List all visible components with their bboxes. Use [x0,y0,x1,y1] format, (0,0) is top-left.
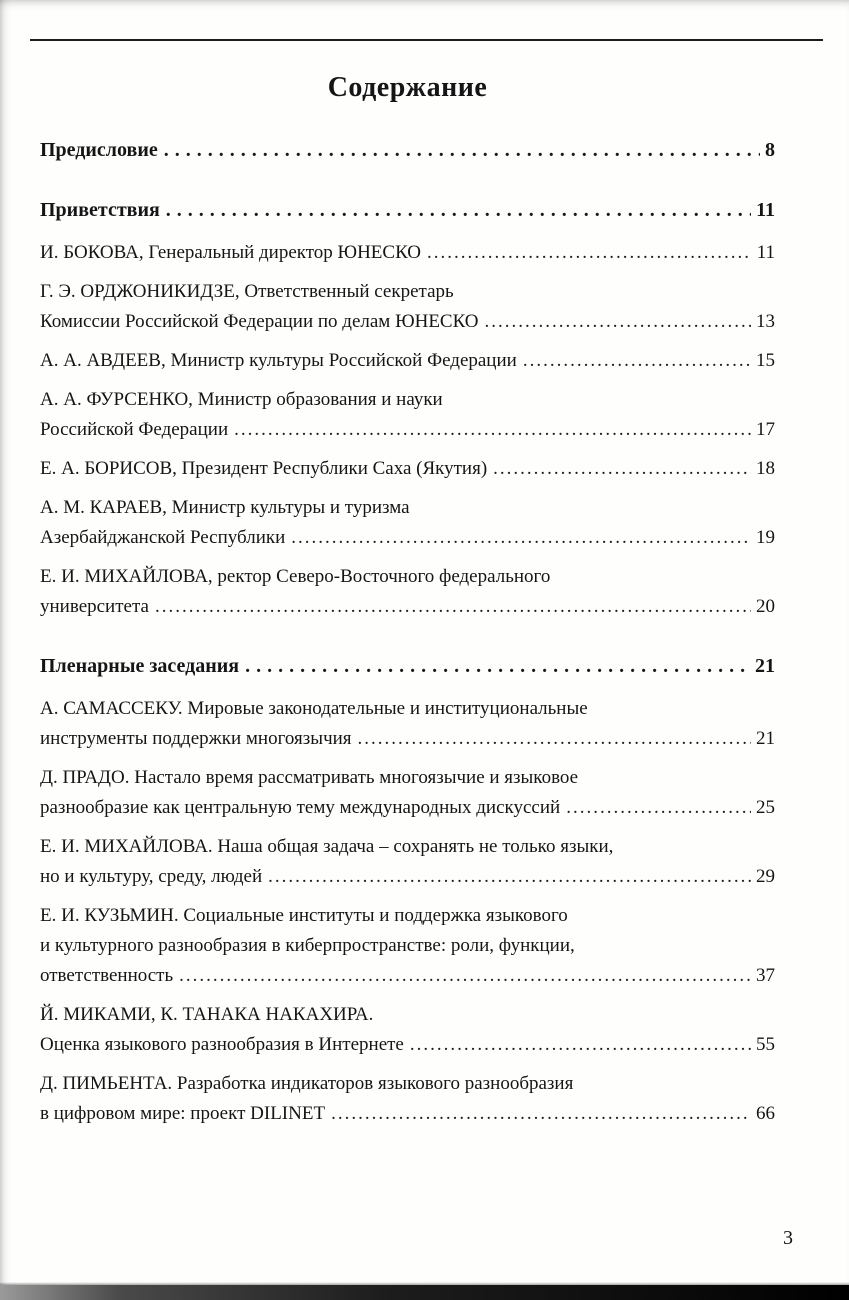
toc-entry [40,832,775,892]
toc-leader-row [40,862,775,892]
toc-entry-line: И. БОКОВА, Генеральный директор ЮНЕСКО [40,242,422,263]
toc-entry-line: А. А. АВДЕЕВ, Министр культуры Российской Федерации [40,350,517,371]
toc-leader-row [40,1030,775,1060]
dot-leader [245,650,750,682]
dot-leader [268,862,751,892]
toc-entry-line: Е. И. МИХАЙЛОВА, ректор Северо-Восточного федерального [40,566,551,587]
toc-entry [40,562,775,622]
toc-entry-page-number: 55 [756,1034,775,1055]
toc-entry-line: Е. И. МИХАЙЛОВА. Наша общая задача – сохранять не только языки, [40,836,614,857]
toc-entry-line: Е. И. КУЗЬМИН. Социальные институты и поддержка языкового [40,905,568,926]
dot-leader [166,194,751,226]
dot-leader [234,415,751,445]
toc-leader-row [40,415,775,445]
toc-entry-line: но и культуру, среду, людей [40,866,263,887]
dot-leader [155,592,751,622]
toc-entry-line: в цифровом мире: проект DILINET [40,1103,326,1124]
toc-entry [40,1000,775,1060]
toc-entry-line: и культурного разнообразия в киберпространстве: роли, функции, [40,935,575,956]
toc-entry [40,694,775,754]
toc-entry-line: Российской Федерации [40,419,229,440]
dot-leader [427,238,752,268]
dot-leader [566,793,751,823]
dot-leader [358,724,751,754]
toc-entry-line: Комиссии Российской Федерации по делам ЮНЕСКО [40,311,479,332]
toc-entry [40,385,775,445]
toc-entry-page-number: 66 [756,1103,775,1124]
toc-entry-page-number: 21 [756,728,775,749]
toc-list [40,134,775,1129]
toc-entry-line: Азербайджанской Республики [40,527,286,548]
toc-entry-line: Предисловие [40,139,158,161]
toc-leader-row [40,238,775,268]
toc-section-heading [40,134,775,166]
dot-leader [410,1030,751,1060]
toc-leader-row [40,307,775,337]
toc-entry-page-number: 11 [756,242,775,263]
dot-leader [523,346,751,376]
toc-entry-line: Оценка языкового разнообразия в Интернете [40,1034,404,1055]
toc-entry [40,763,775,823]
toc-section-heading [40,650,775,682]
toc-leader-row [40,592,775,622]
toc-section-heading [40,194,775,226]
toc-entry-line: А. А. ФУРСЕНКО, Министр образования и науки [40,389,443,410]
toc-entry [40,901,775,991]
page-title: Содержание [327,72,488,103]
page-content [40,64,775,1138]
toc-entry-line: инструменты поддержки многоязычия [40,728,352,749]
toc-entry [40,277,775,337]
bottom-edge-shadow [0,1285,849,1300]
toc-leader-row [40,1099,775,1129]
toc-entry [40,493,775,553]
toc-entry-page-number: 21 [755,655,775,677]
dot-leader [291,523,751,553]
toc-leader-row [40,134,775,166]
toc-leader-row [40,650,775,682]
page-number: 3 [783,1227,793,1249]
toc-entry-page-number: 20 [756,596,775,617]
toc-entry [40,238,775,268]
toc-entry-line: А. М. КАРАЕВ, Министр культуры и туризма [40,497,410,518]
toc-entry-line: ответственность [40,965,174,986]
dot-leader [164,134,760,166]
toc-entry-line: Д. ПРАДО. Настало время рассматривать многоязычие и языковое [40,767,579,788]
toc-leader-row [40,194,775,226]
toc-entry-line: Й. МИКАМИ, К. ТАНАКА НАКАХИРА. [40,1004,374,1025]
toc-entry-line: Приветствия [40,199,160,221]
toc-entry-page-number: 8 [765,139,775,161]
toc-entry-line: Д. ПИМЬЕНТА. Разработка индикаторов языкового разнообразия [40,1073,574,1094]
dot-leader [179,961,751,991]
toc-entry-page-number: 18 [756,458,775,479]
dot-leader [485,307,751,337]
toc-entry-page-number: 29 [756,866,775,887]
toc-leader-row [40,961,775,991]
top-rule [30,39,823,41]
toc-entry-page-number: 13 [756,311,775,332]
toc-entry-page-number: 17 [756,419,775,440]
toc-leader-row [40,523,775,553]
toc-entry-line: университета [40,596,149,617]
toc-leader-row [40,724,775,754]
toc-entry-line: Е. А. БОРИСОВ, Президент Республики Саха (Якутия) [40,458,488,479]
toc-entry-line: А. САМАССЕКУ. Мировые законодательные и институциональные [40,698,588,719]
dot-leader [493,454,751,484]
toc-entry-page-number: 15 [756,350,775,371]
toc-leader-row [40,454,775,484]
toc-entry-page-number: 37 [756,965,775,986]
toc-leader-row [40,793,775,823]
toc-entry [40,454,775,484]
toc-entry [40,346,775,376]
toc-entry-line: разнообразие как центральную тему международных дискуссий [40,797,561,818]
toc-entry-page-number: 11 [756,199,775,221]
toc-entry-page-number: 25 [756,797,775,818]
toc-entry-line: Пленарные заседания [40,655,240,677]
toc-entry-page-number: 19 [756,527,775,548]
toc-entry [40,1069,775,1129]
toc-leader-row [40,346,775,376]
toc-entry-line: Г. Э. ОРДЖОНИКИДЗЕ, Ответственный секретарь [40,281,454,302]
dot-leader [331,1099,751,1129]
